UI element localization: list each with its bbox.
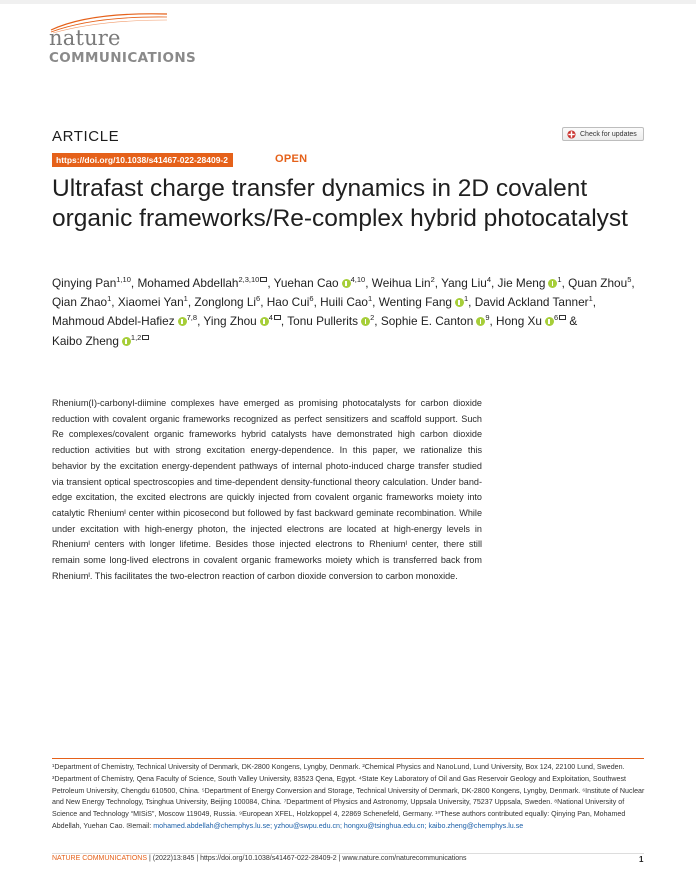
author-name: Kaibo Zheng xyxy=(52,333,119,348)
author[interactable] xyxy=(372,276,435,290)
author-affiliation: 1,2 xyxy=(130,332,142,342)
footer-journal: NATURE COMMUNICATIONS xyxy=(52,855,148,862)
author-affiliation: 7,8 xyxy=(186,313,198,323)
author-name: Xiaomei Yan xyxy=(117,295,184,310)
author-affiliation: 1 xyxy=(107,294,112,304)
author[interactable] xyxy=(137,276,267,290)
author-name: Hao Cui xyxy=(266,295,310,310)
author[interactable] xyxy=(381,314,490,328)
author-separator: , xyxy=(592,295,597,310)
author[interactable] xyxy=(52,295,111,309)
author-name: Tonu Pullerits xyxy=(287,314,359,329)
author-affiliation: 1,10 xyxy=(116,275,131,284)
crossmark-icon xyxy=(567,130,576,139)
orcid-icon[interactable] xyxy=(476,317,485,326)
author-separator: , xyxy=(197,314,204,329)
author-affiliation: 1 xyxy=(368,294,373,304)
author-separator: , xyxy=(111,295,118,310)
correspondence-emails[interactable]: mohamed.abdellah@chemphys.lu.se; yzhou@swpu.edu.cn; hongxu@tsinghua.edu.cn; kaibo.zheng@chemphys.lu.se xyxy=(153,821,524,830)
orcid-icon[interactable] xyxy=(260,317,269,326)
author-separator: , xyxy=(267,276,274,290)
orcid-icon[interactable] xyxy=(342,279,351,288)
orcid-icon[interactable] xyxy=(545,317,554,326)
author[interactable] xyxy=(498,276,562,290)
author-name: Hong Xu xyxy=(496,314,542,329)
author-affiliation: 9 xyxy=(485,313,490,323)
author[interactable] xyxy=(194,295,260,309)
article-type: ARTICLE xyxy=(52,128,120,145)
author-separator: , xyxy=(280,314,288,329)
author-name: David Ackland Tanner xyxy=(474,295,589,310)
author-name: Yang Liu xyxy=(441,276,487,290)
author-list xyxy=(52,274,652,351)
author-affiliation: 6 xyxy=(309,294,314,304)
footnotes-divider xyxy=(52,758,644,759)
author[interactable] xyxy=(52,334,149,348)
email-icon[interactable] xyxy=(559,315,566,320)
author[interactable] xyxy=(52,314,197,328)
author-affiliation: 4 xyxy=(486,275,491,284)
author-name: Quan Zhou xyxy=(568,276,628,290)
email-icon[interactable] xyxy=(274,315,281,320)
author-name: Sophie E. Canton xyxy=(380,314,474,329)
logo-communications-text: COMMUNICATIONS xyxy=(49,50,197,66)
author[interactable] xyxy=(203,314,281,328)
author-separator: , xyxy=(313,295,321,310)
author[interactable] xyxy=(118,295,188,309)
author-affiliation: 1 xyxy=(463,294,469,304)
author-separator: , xyxy=(374,314,381,329)
doi-link[interactable]: https://doi.org/10.1038/s41467-022-28409-2 xyxy=(52,153,233,167)
author-name: Huili Cao xyxy=(320,295,368,310)
author-affiliation: 2,3,10 xyxy=(238,275,260,284)
orcid-icon[interactable] xyxy=(455,298,464,307)
author-name: Zonglong Li xyxy=(194,295,257,310)
affiliations-text: ¹Department of Chemistry, Technical University of Denmark, DK-2800 Kongens, Lyngby, Denmark. ²Chemical Physics and NanoLund, Lund University, Box 124, 22100 Lund, Sweden. ³Department of Chemistry, Qena Faculty of Science, South Valley University, 83523 Qena, Egypt. ⁴State Key Laboratory of Oil and Gas Reservoir Geology and Exploitation, Southwest Petroleum University, Chengdu 610500, China. ⁵Department of Energy Conversion and Storage, Technical University of Denmark, DK-2800 Kongens, Lyngby, Denmark. ⁶Institute of Nuclear and New Energy Technology, Tsinghua University, Beijing 100084, China. ⁷Department of Physics and Astronomy, Uppsala University, 75237 Uppsala, Sweden. ⁸National University of Science and Technology “MISiS”, Moscow 119049, Russia. ⁹European XFEL, Holzkoppel 4, 22869 Schenefeld, Germany. ¹⁰These authors contributed equally: Qinying Pan, Mohamed Abdellah, Yuehan Cao. ✉email: xyxy=(52,763,645,830)
author-name: Qian Zhao xyxy=(52,295,108,310)
author-name: Mohamed Abdellah xyxy=(137,276,239,290)
author[interactable] xyxy=(379,295,468,309)
author-affiliation: 6 xyxy=(256,294,261,304)
author[interactable] xyxy=(287,314,374,328)
check-for-updates-button[interactable] xyxy=(562,127,644,141)
author-separator: , xyxy=(187,295,195,310)
author-name: Mahmoud Abdel-Hafiez xyxy=(52,314,175,329)
author-separator: & xyxy=(566,314,578,329)
author-separator: , xyxy=(489,314,497,329)
article-title: Ultrafast charge transfer dynamics in 2D covalent organic frameworks/Re-complex hybrid photocatalyst xyxy=(52,175,628,232)
author[interactable] xyxy=(267,295,314,309)
author-separator: , xyxy=(365,276,372,290)
author-name: Weihua Lin xyxy=(371,276,431,290)
author-name: Jie Meng xyxy=(497,276,546,290)
author[interactable] xyxy=(475,295,593,309)
page-footer xyxy=(52,855,467,862)
author-affiliation: 1 xyxy=(557,275,562,284)
author-separator: , xyxy=(260,295,267,310)
email-icon[interactable] xyxy=(142,335,149,340)
affiliations-footnote xyxy=(52,762,646,833)
footer-divider xyxy=(52,853,644,854)
page-number: 1 xyxy=(639,855,644,864)
author-affiliation: 6 xyxy=(553,313,559,323)
author[interactable] xyxy=(496,314,566,328)
author[interactable] xyxy=(274,276,366,290)
author-separator: , xyxy=(561,276,569,290)
author-affiliation: 1 xyxy=(588,294,593,304)
orcid-icon[interactable] xyxy=(122,337,131,346)
open-access-badge: OPEN xyxy=(275,153,308,165)
author[interactable] xyxy=(568,276,631,290)
author-separator: , xyxy=(490,276,498,290)
footer-citation[interactable]: | (2022)13:845 | https://doi.org/10.1038/s41467-022-28409-2 | www.nature.com/naturecommunications xyxy=(147,855,467,862)
author-separator: , xyxy=(372,295,379,310)
author[interactable] xyxy=(320,295,372,309)
author-affiliation: 1 xyxy=(183,294,188,304)
author-separator: , xyxy=(434,276,442,290)
abstract: Rhenium(I)-carbonyl-diimine complexes have emerged as promising photocatalysts for carbon dioxide reduction with covalent organic frameworks recognized as perfect sensitizers and scaffold support. Such Re complexes/covalent organic frameworks hybrid catalysts have demonstrated high carbon dioxide reduction activities but with strong excitation energy-dependence. In this paper, we rationalize this behavior by the excitation energy-dependent pathways of internal photo-induced charge transfer studied via transient optical spectroscopies and time-dependent density-functional theory calculation. Under band-edge excitation, the excited electrons are quickly injected from covalent organic frameworks moiety into catalytic Rheniumᴵ center within picosecond but followed by fast backward geminate recombination. While under excitation with high-energy photon, the injected electrons are located at high-energy levels in Rheniumᴵ centers with longer lifetime. Besides those injected electrons to Rheniumᴵ center, there still remain some long-lived electrons in covalent organic frameworks moiety which is transferred back from Rheniumᴵ. This facilitates the two-electron reaction of carbon dioxide conversion to carbon monoxide. xyxy=(52,398,482,581)
orcid-icon[interactable] xyxy=(548,279,557,288)
author-separator: , xyxy=(130,276,138,290)
author-separator: , xyxy=(631,276,635,290)
author-affiliation: 2 xyxy=(430,275,435,284)
orcid-icon[interactable] xyxy=(361,317,370,326)
author-name: Qinying Pan xyxy=(52,276,117,290)
email-icon[interactable] xyxy=(260,277,267,282)
author-affiliation: 2 xyxy=(370,313,375,323)
author-affiliation: 4 xyxy=(268,313,273,323)
author-separator: , xyxy=(468,295,475,310)
author[interactable] xyxy=(52,276,131,290)
top-rule xyxy=(0,0,696,4)
logo-nature-text: nature xyxy=(49,26,121,50)
author-name: Ying Zhou xyxy=(203,314,257,329)
check-for-updates-label: Check for updates xyxy=(580,130,637,138)
author-name: Wenting Fang xyxy=(378,295,452,310)
orcid-icon[interactable] xyxy=(178,317,187,326)
author-name: Yuehan Cao xyxy=(273,276,339,290)
author-affiliation: 4,10 xyxy=(350,275,366,284)
author-affiliation: 5 xyxy=(627,275,632,284)
author[interactable] xyxy=(441,276,491,290)
